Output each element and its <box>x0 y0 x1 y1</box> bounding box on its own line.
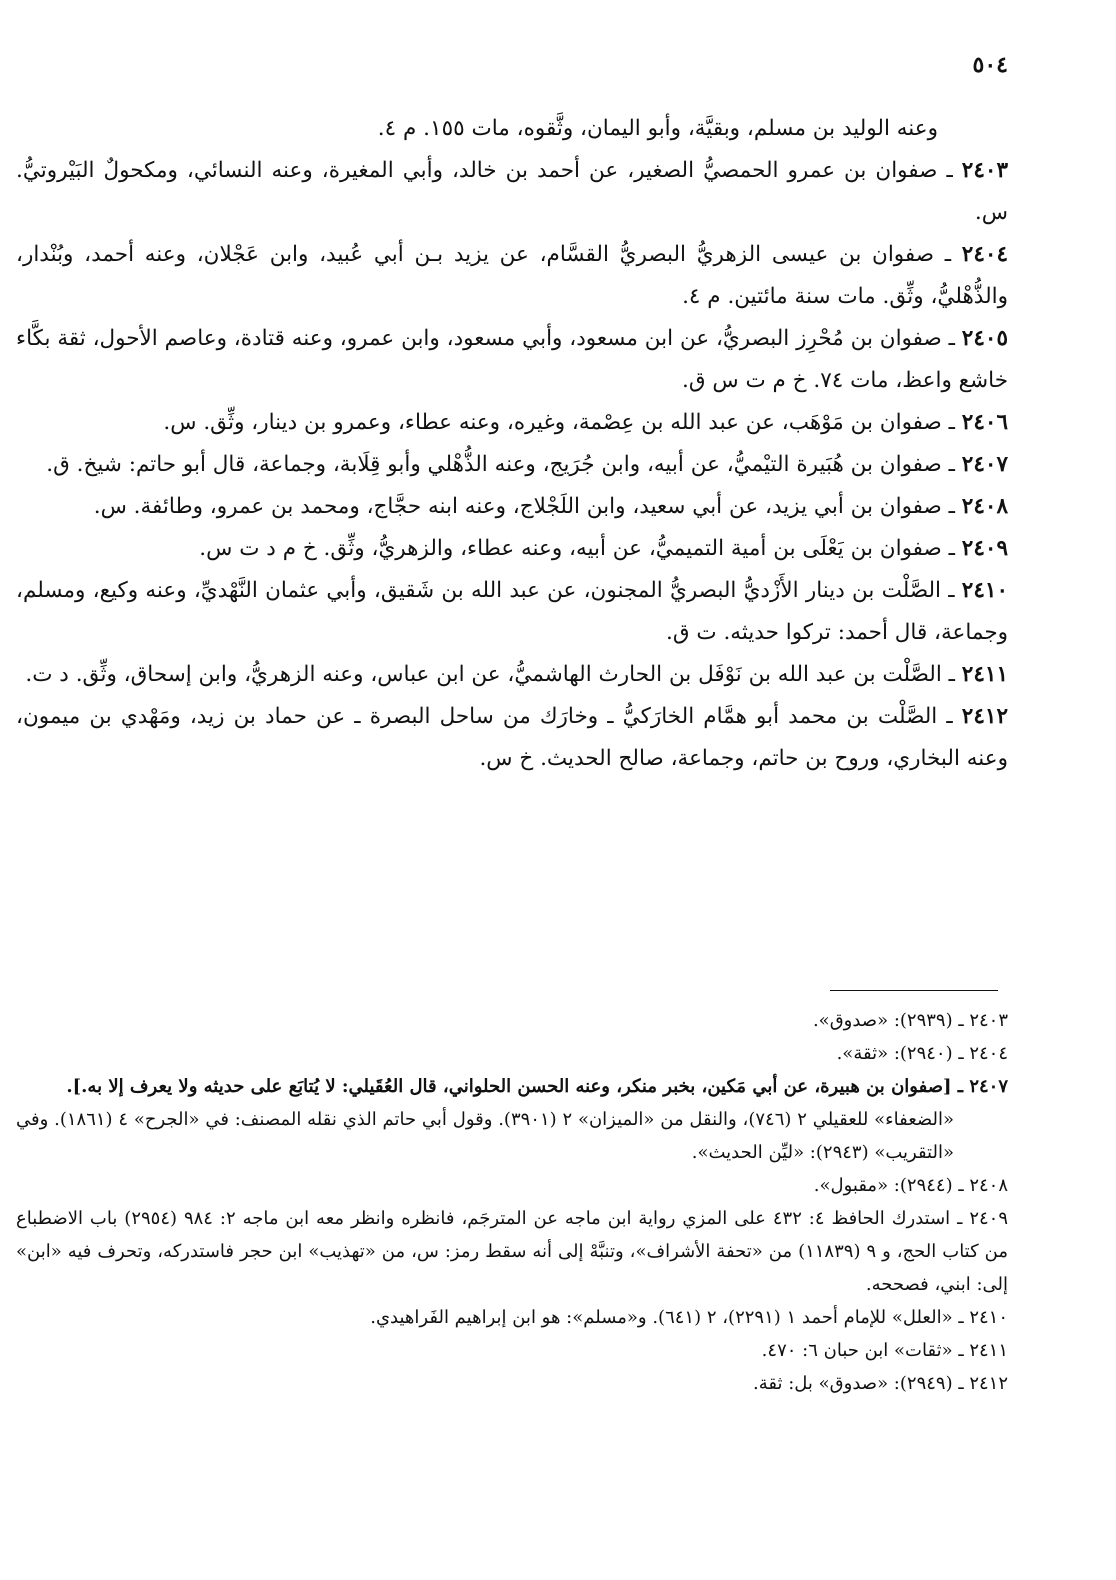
entry-2404 <box>16 234 1008 318</box>
entry-2403 <box>16 150 1008 234</box>
entry-2409 <box>16 528 1008 570</box>
entry-2412 <box>16 696 1008 780</box>
footnote-2412: ٢٤١٢ ـ (٢٩٤٩): «صدوق» بل: ثقة. <box>753 1373 1008 1394</box>
entry-2407 <box>16 444 1008 486</box>
footnote-2411: ٢٤١١ ـ «ثقات» ابن حبان ٦: ٤٧٠. <box>761 1340 1008 1361</box>
entry-number: ٢٤٠٩ <box>961 536 1008 561</box>
entry-text: ـ صفوان بن مَوْهَب، عن عبد الله بن عِصْمة، وغيره، وعنه عطاء، وعمرو بن دينار، وثِّق. س. <box>163 410 955 435</box>
footnote-2403: ٢٤٠٣ ـ (٢٩٣٩): «صدوق». <box>812 1010 1008 1031</box>
entry-number: ٢٤٠٧ <box>961 452 1008 477</box>
entry-text: ـ الصَّلْت بن دينار الأَزْديُّ البصريُّ المجنون، عن عبد الله بن شَقيق، وأبي عثمان النَّهْديِّ، وعنه وكيع، ومسلم، وجماعة، قال أحمد: تركوا حديثه. ت ق. <box>16 578 1008 645</box>
entry-number: ٢٤٠٥ <box>961 326 1008 351</box>
footnotes <box>16 1004 1008 1400</box>
entry-continuation <box>16 108 1008 150</box>
entry-2410 <box>16 570 1008 654</box>
footnote-2408: ٢٤٠٨ ـ (٢٩٤٤): «مقبول». <box>813 1175 1008 1196</box>
footnote-2404: ٢٤٠٤ ـ (٢٩٤٠): «ثقة». <box>836 1043 1008 1064</box>
footnote-2407-source: «الضعفاء» للعقيلي ٢ (٧٤٦)، والنقل من «الميزان» ٢ (٣٩٠١). وقول أبي حاتم الذي نقله المصنف: في «الجرح» ٤ (١٨٦١). وفي «التقريب» (٢٩٤٣): «ليِّن الحديث». <box>16 1109 954 1163</box>
entry-2405 <box>16 318 1008 402</box>
entry-number: ٢٤٠٣ <box>961 158 1008 183</box>
footnote-2410: ٢٤١٠ ـ «العلل» للإمام أحمد ١ (٢٢٩١)، ٢ (٦٤١). و«مسلم»: هو ابن إبراهيم الفَراهيدي. <box>370 1307 1008 1328</box>
entry-text: ـ الصَّلْت بن عبد الله بن نَوْفَل بن الحارث الهاشميُّ، عن ابن عباس، وعنه الزهريُّ، وابن إسحاق، وثِّق. د ت. <box>25 662 955 687</box>
entry-number: ٢٤٠٦ <box>961 410 1008 435</box>
entry-text: ـ صفوان بن يَعْلَى بن أمية التميميُّ، عن أبيه، وعنه عطاء، والزهريُّ، وثِّق. خ م د ت س. <box>199 536 955 561</box>
entry-text: ـ صفوان بن عيسى الزهريُّ البصريُّ القسَّام، عن يزيد بـن أبي عُبيد، وابن عَجْلان، وعنه أحمد، وبُنْدار، والذُّهْليُّ، وثِّق. مات سنة مائتين. م ٤. <box>16 242 1008 309</box>
entry-number: ٢٤١٠ <box>961 578 1008 603</box>
entry-text: ـ صفوان بن عمرو الحمصيُّ الصغير، عن أحمد بن خالد، وأبي المغيرة، وعنه النسائي، ومكحولٌ البَيْروتيُّ. س. <box>16 158 1008 225</box>
entry-number: ٢٤١١ <box>961 662 1008 687</box>
entry-number: ٢٤١٢ <box>961 704 1008 729</box>
entry-text: ـ صفوان بن هُبَيرة التيْميُّ، عن أبيه، وابن جُرَيج، وعنه الذُّهْلي وأبو قِلَابة، وجماعة، قال أبو حاتم: شيخ. ق. <box>46 452 955 477</box>
page-number: ٥٠٤ <box>972 52 1008 78</box>
footnote-separator <box>830 990 998 991</box>
entry-text: ـ صفوان بن مُحْرِز البصريُّ، عن ابن مسعود، وأبي مسعود، وابن عمرو، وعنه قتادة، وعاصم الأحول، ثقة بكَّاء خاشع واعظ، مات ٧٤. خ م ت س ق. <box>16 326 1008 393</box>
entry-text: وعنه الوليد بن مسلم، وبقيَّة، وأبو اليمان، وثَّقوه، مات ١٥٥. م ٤. <box>377 116 938 141</box>
footnote-2409: ٢٤٠٩ ـ استدرك الحافظ ٤: ٤٣٢ على المزي رواية ابن ماجه عن المترجَم، فانظره وانظر معه ابن ماجه ٢: ٩٨٤ (٢٩٥٤) باب الاضطباع من كتاب الحج، و ٩ (١١٨٣٩) من «تحفة الأشراف»، وتنبَّهْ إلى أنه سقط رمز: س، من «تهذيب» ابن حجر فاستدركه، وتحرف فيه «ابن» إلى: ابني، فصححه. <box>16 1208 1008 1295</box>
entry-text: ـ الصَّلْت بن محمد أبو همَّام الخارَكيُّ ـ وخارَك من ساحل البصرة ـ عن حماد بن زيد، ومَهْدي بن ميمون، وعنه البخاري، وروح بن حاتم، وجماعة، صالح الحديث. خ س. <box>16 704 1008 771</box>
entry-2406 <box>16 402 1008 444</box>
main-text <box>16 108 1008 780</box>
entry-number: ٢٤٠٨ <box>961 494 1008 519</box>
entry-2411 <box>16 654 1008 696</box>
entry-2408 <box>16 486 1008 528</box>
entry-number: ٢٤٠٤ <box>961 242 1008 267</box>
entry-text: ـ صفوان بن أبي يزيد، عن أبي سعيد، وابن اللَجْلاج، وعنه ابنه حجَّاج، ومحمد بن عمرو، وطائفة. س. <box>93 494 955 519</box>
footnote-2407: ٢٤٠٧ ـ [صفوان بن هبيرة، عن أبي مَكين، بخبر منكر، وعنه الحسن الحلواني، قال العُقَيلي: لا يُتابَع على حديثه ولا يعرف إلا به.]. <box>66 1076 1008 1097</box>
